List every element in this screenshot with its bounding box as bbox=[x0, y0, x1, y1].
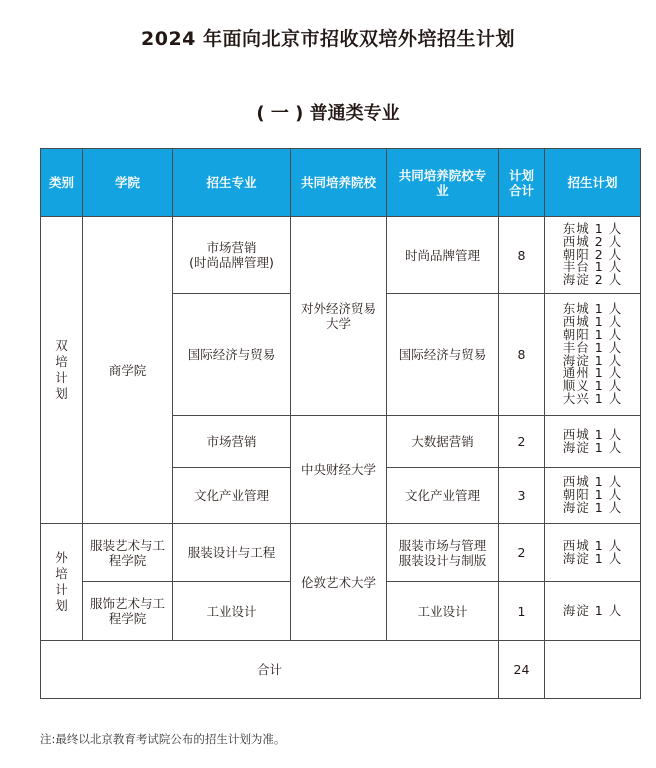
sum-row bbox=[41, 641, 641, 699]
category-label: 双培计划 bbox=[55, 338, 68, 401]
partner-major-cell: 文化产业管理 bbox=[387, 468, 499, 524]
partner-cell-cufe: 中央财经大学 bbox=[291, 416, 387, 524]
header-plan: 招生计划 bbox=[545, 149, 641, 217]
college-cell-fashion-art bbox=[83, 524, 173, 582]
total-cell: 1 bbox=[499, 582, 545, 641]
partner-major-cell: 国际经济与贸易 bbox=[387, 294, 499, 416]
major-cell: 市场营销 bbox=[173, 416, 291, 468]
header-partner-school: 共同培养院校 bbox=[291, 149, 387, 217]
header-category: 类别 bbox=[41, 149, 83, 217]
header-total: 计划合计 bbox=[499, 149, 545, 217]
sum-label: 合计 bbox=[41, 641, 499, 699]
table-row bbox=[41, 217, 641, 294]
partner-cell-london: 伦敦艺术大学 bbox=[291, 524, 387, 641]
total-cell: 3 bbox=[499, 468, 545, 524]
header-college: 学院 bbox=[83, 149, 173, 217]
plan-cell: 东城 1 人 西城 2 人 朝阳 2 人 丰台 1 人 海淀 2 人 bbox=[545, 217, 641, 294]
table-row bbox=[41, 524, 641, 582]
sum-total: 24 bbox=[499, 641, 545, 699]
partner-major-cell: 工业设计 bbox=[387, 582, 499, 641]
college-cell-business: 商学院 bbox=[83, 217, 173, 524]
category-label: 外培计划 bbox=[55, 550, 68, 613]
major-cell: 工业设计 bbox=[173, 582, 291, 641]
plan-cell: 海淀 1 人 bbox=[545, 582, 641, 641]
major-cell: 国际经济与贸易 bbox=[173, 294, 291, 416]
total-cell: 8 bbox=[499, 294, 545, 416]
partner-major-cell: 服装市场与管理 服装设计与制版 bbox=[387, 524, 499, 582]
footnote: 注:最终以北京教育考试院公布的招生计划为准。 bbox=[40, 732, 286, 746]
total-cell: 2 bbox=[499, 524, 545, 582]
partner-major-cell: 大数据营销 bbox=[387, 416, 499, 468]
table-header-row bbox=[41, 149, 641, 217]
partner-label: 对外经济贸易大学 bbox=[300, 301, 376, 331]
page-title: 2024 年面向北京市招收双培外培招生计划 bbox=[141, 28, 515, 50]
college-label: 服饰艺术与工程学院 bbox=[89, 596, 165, 626]
admission-plan-table bbox=[40, 148, 641, 699]
partner-cell-uibe bbox=[291, 217, 387, 416]
total-cell: 8 bbox=[499, 217, 545, 294]
partner-major-cell: 时尚品牌管理 bbox=[387, 217, 499, 294]
total-cell: 2 bbox=[499, 416, 545, 468]
plan-cell: 西城 1 人 朝阳 1 人 海淀 1 人 bbox=[545, 468, 641, 524]
major-cell: 文化产业管理 bbox=[173, 468, 291, 524]
college-cell-apparel-art bbox=[83, 582, 173, 641]
plan-cell: 西城 1 人 海淀 1 人 bbox=[545, 416, 641, 468]
sum-plan bbox=[545, 641, 641, 699]
major-cell: 服装设计与工程 bbox=[173, 524, 291, 582]
category-cell-waipei bbox=[41, 524, 83, 641]
plan-cell: 西城 1 人 海淀 1 人 bbox=[545, 524, 641, 582]
section-subtitle: ( 一 ) 普通类专业 bbox=[256, 103, 400, 124]
major-cell: 市场营销 (时尚品牌管理) bbox=[173, 217, 291, 294]
college-label: 服装艺术与工程学院 bbox=[89, 537, 165, 568]
header-major: 招生专业 bbox=[173, 149, 291, 217]
plan-cell: 东城 1 人 西城 1 人 朝阳 1 人 丰台 1 人 海淀 1 人 通州 1 人 顺义 1 人 大兴 1 人 bbox=[545, 294, 641, 416]
category-cell-shuangpei bbox=[41, 217, 83, 524]
header-partner-major: 共同培养院校专业 bbox=[387, 149, 499, 217]
